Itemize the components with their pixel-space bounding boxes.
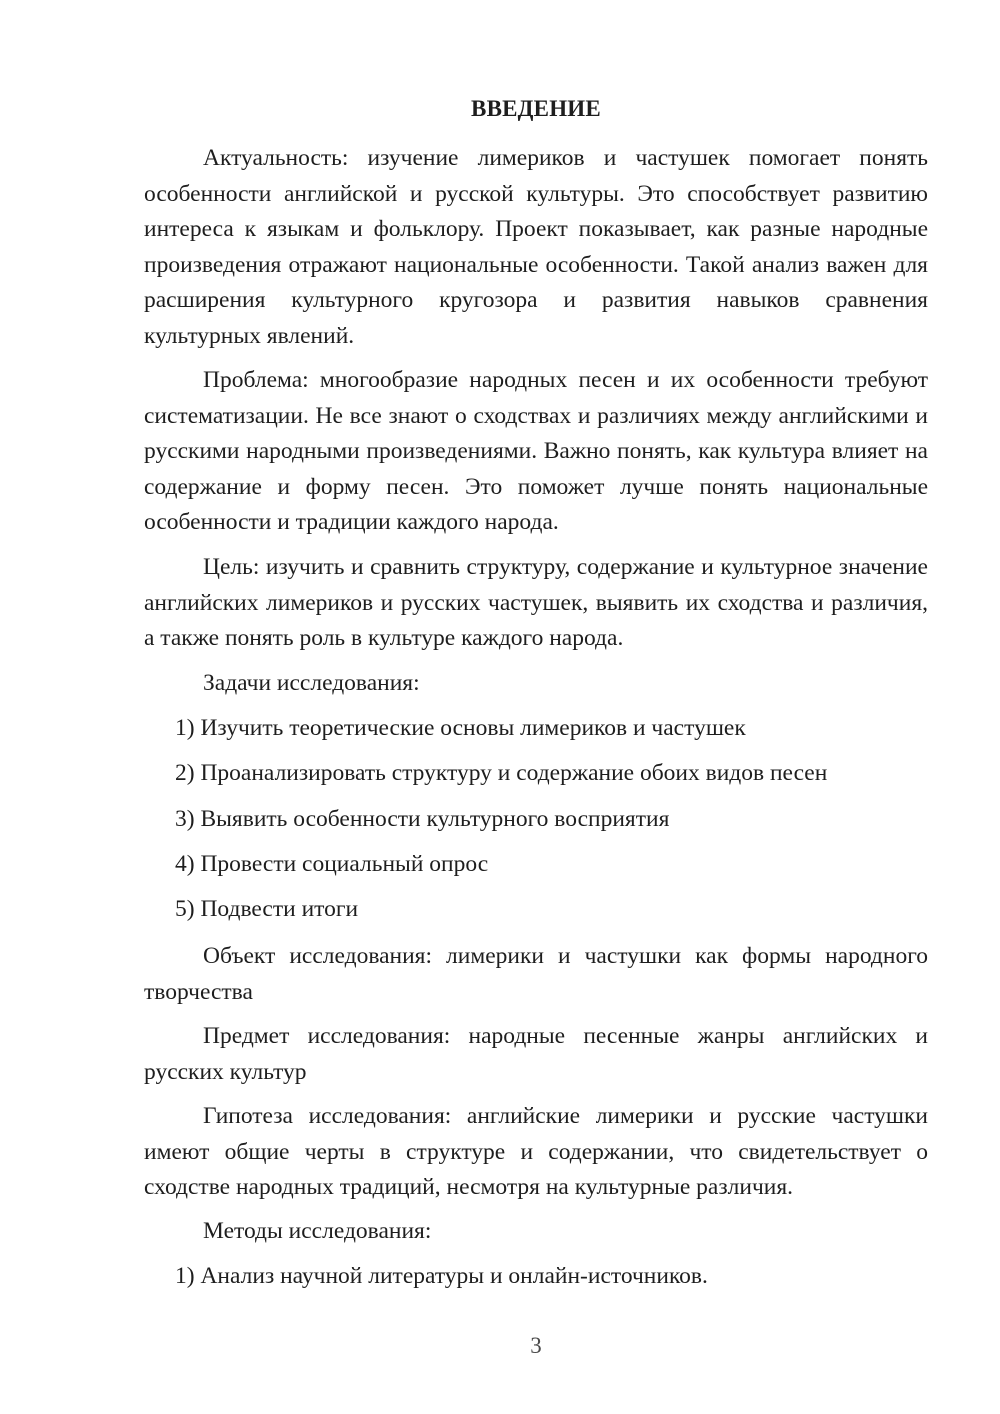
paragraph-object: Объект исследования: лимерики и частушки как формы народного творчества bbox=[144, 943, 928, 1005]
task-item-4: 4) Провести социальный опрос bbox=[175, 851, 489, 877]
page-number: 3 bbox=[530, 1333, 542, 1358]
paragraph-goal: Цель: изучить и сравнить структуру, содержание и культурное значение английских лимериков и русских частушек, выявить их сходства и различия, а также понять роль в культуре каждого народа. bbox=[144, 554, 928, 651]
paragraph-relevance: Актуальность: изучение лимериков и частушек помогает понять особенности английской и русской культуры. Это способствует развитию интереса к языкам и фольклору. Проект показывает, как разные народные произведения отражают национальные особенности. Такой анализ важен для расширения культурного кругозора и развития навыков сравнения культурных явлений. bbox=[144, 145, 928, 349]
paragraph-subject: Предмет исследования: народные песенные жанры английских и русских культур bbox=[144, 1023, 928, 1085]
task-item-3: 3) Выявить особенности культурного восприятия bbox=[175, 806, 670, 832]
methods-heading: Методы исследования: bbox=[203, 1218, 432, 1244]
paragraph-problem: Проблема: многообразие народных песен и их особенности требуют систематизации. Не все знают о сходствах и различиях между английскими и русскими народными произведениями. Важно понять, как культура влияет на содержание и форму песен. Это поможет лучше понять национальные особенности и традиции каждого народа. bbox=[144, 367, 928, 535]
page-title: ВВЕДЕНИЕ bbox=[471, 96, 601, 121]
task-item-5: 5) Подвести итоги bbox=[175, 896, 359, 922]
paragraph-hypothesis: Гипотеза исследования: английские лимерики и русские частушки имеют общие черты в структуре и содержании, что свидетельствует о сходстве народных традиций, несмотря на культурные различия. bbox=[144, 1103, 928, 1200]
task-item-2: 2) Проанализировать структуру и содержание обоих видов песен bbox=[175, 760, 828, 786]
tasks-heading: Задачи исследования: bbox=[203, 670, 420, 696]
task-item-1: 1) Изучить теоретические основы лимериков и частушек bbox=[175, 715, 746, 741]
method-item-1: 1) Анализ научной литературы и онлайн-источников. bbox=[175, 1263, 708, 1289]
